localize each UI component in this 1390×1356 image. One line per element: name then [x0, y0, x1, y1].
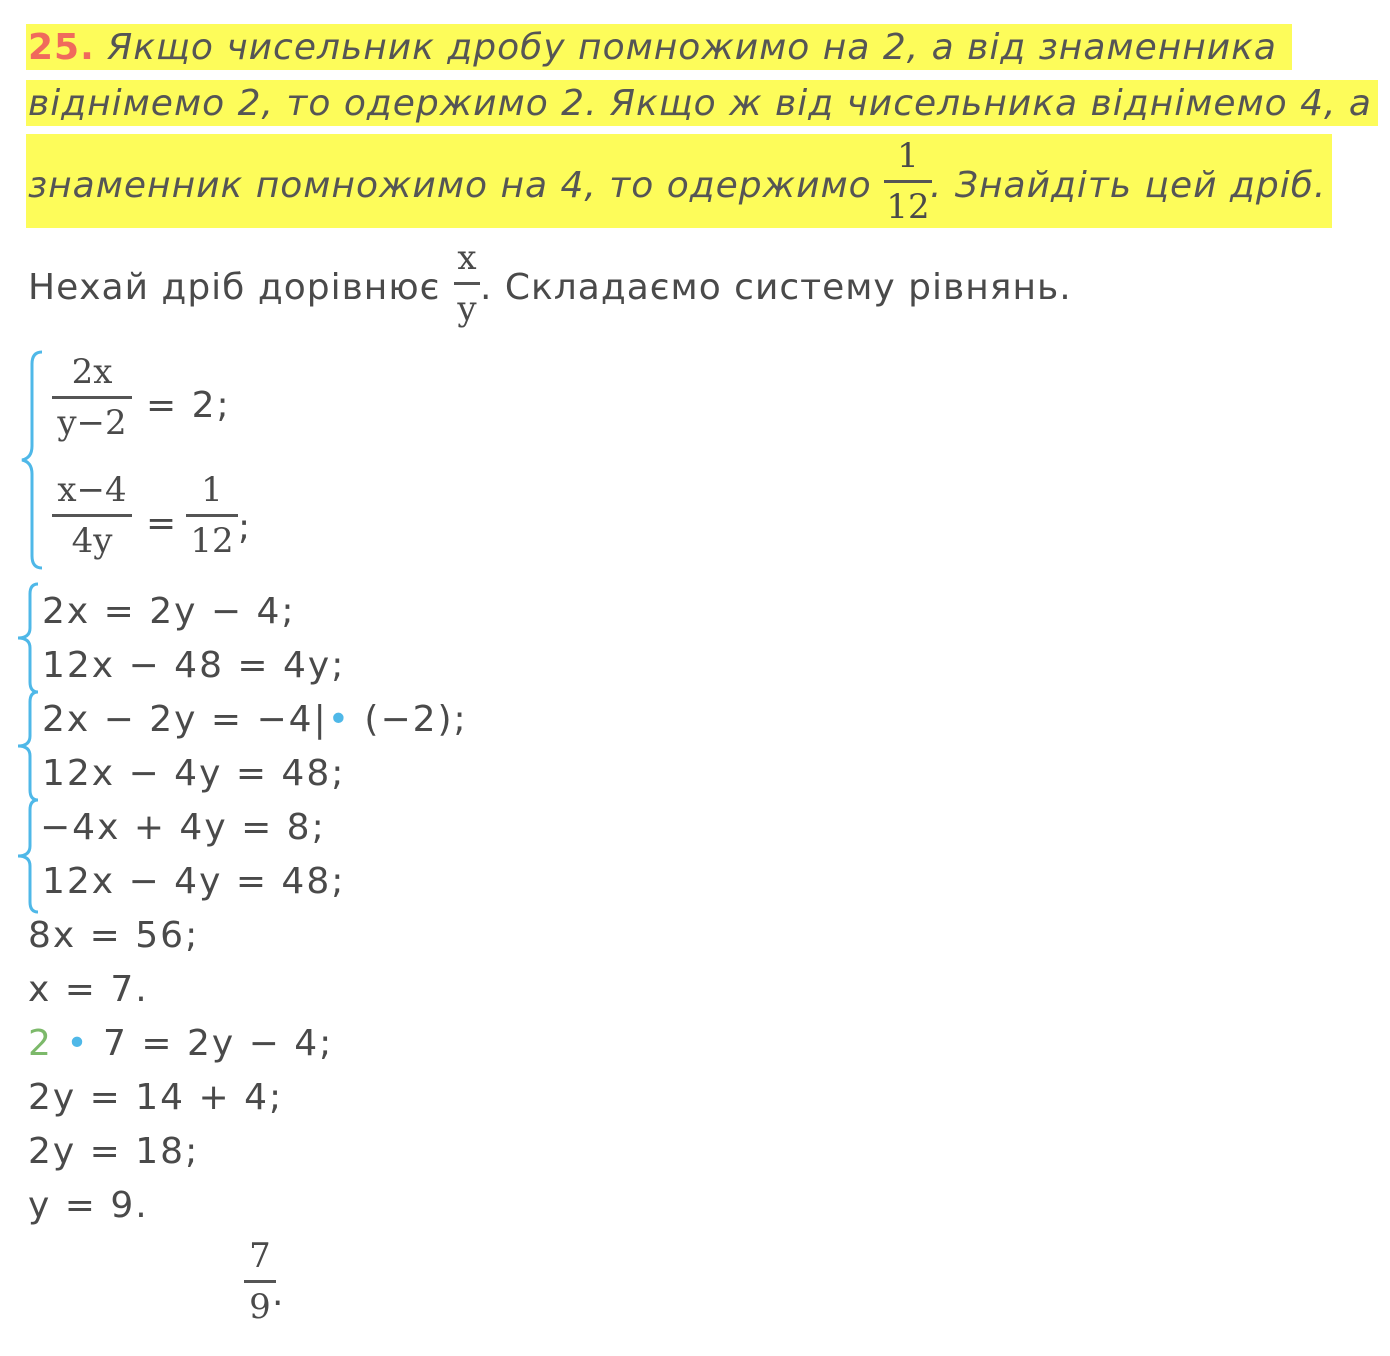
system1-eq2-equals: = — [146, 503, 179, 544]
task-number: 25. — [28, 27, 95, 68]
task-line-1 — [28, 26, 1277, 70]
system1-eq2-rhs-den: 12 — [190, 521, 234, 561]
task-line-3-after — [930, 164, 1326, 208]
system2-eq1: 2x = 2y − 4; — [42, 591, 296, 632]
system3-eq1-main: 2x − 2y = −4| — [42, 699, 328, 740]
system3-eq1 — [42, 698, 468, 742]
task-text-3: знаменник помножимо на 4, то одержимо — [28, 165, 872, 206]
step-6: y = 9. — [28, 1185, 149, 1226]
intro-after: . Складаємо систему рівнянь. — [480, 267, 1072, 308]
step-3-dot: • — [66, 1023, 90, 1064]
step-3-a: 2 — [28, 1023, 67, 1064]
intro-before: Нехай дріб дорівнює — [28, 267, 441, 308]
system2-eq2: 12x − 48 = 4y; — [42, 645, 346, 686]
intro-frac-den: y — [457, 289, 477, 329]
system1-eq1-rhs: = 2; — [146, 385, 231, 426]
system1-eq2-rhs-num: 1 — [201, 470, 223, 510]
step-2: x = 7. — [28, 969, 149, 1010]
step-1: 8x = 56; — [28, 915, 200, 956]
system4-eq2: 12x − 4y = 48; — [42, 861, 346, 902]
task-frac-den: 12 — [886, 187, 930, 227]
system1-eq1-num: 2x — [71, 352, 113, 392]
system1-eq2-end: ; — [238, 507, 253, 548]
intro-frac-num: x — [457, 238, 477, 278]
system1-eq1-fraction — [52, 352, 132, 443]
intro-fraction — [454, 238, 480, 329]
system4-brace — [12, 798, 42, 914]
task-line-2 — [28, 82, 1372, 126]
system1-eq2-den: 4y — [71, 521, 113, 561]
system1-eq2-rhs-fraction — [186, 470, 238, 561]
task-frac-num: 1 — [897, 136, 919, 176]
answer-num: 7 — [249, 1236, 271, 1276]
step-3 — [28, 1022, 333, 1066]
step-5: 2y = 18; — [28, 1131, 200, 1172]
system2-brace — [12, 582, 42, 694]
system1-eq2-fraction — [52, 470, 132, 561]
system3-eq1-factor: (−2); — [350, 699, 468, 740]
answer-den: 9 — [249, 1287, 271, 1327]
answer-end: . — [272, 1273, 286, 1314]
task-text-3-after: . Знайдіть цей дріб. — [930, 165, 1327, 206]
system1-brace — [16, 350, 46, 570]
step-3-b: 7 = 2y − 4; — [89, 1023, 334, 1064]
multiply-dot: • — [327, 699, 351, 740]
system1-eq2-num: x−4 — [57, 470, 127, 510]
system1-eq1-den: y−2 — [57, 403, 127, 443]
system3-eq2: 12x − 4y = 48; — [42, 753, 346, 794]
step-4: 2y = 14 + 4; — [28, 1077, 284, 1118]
task-text-2: віднімемо 2, то одержимо 2. Якщо ж від чисельника віднімемо 4, а — [28, 83, 1372, 124]
task-line-3-before — [28, 164, 872, 208]
system3-brace — [12, 690, 42, 802]
system4-eq1: −4x + 4y = 8; — [40, 807, 326, 848]
task-text-1: Якщо чисельник дробу помножимо на 2, а від знаменника — [107, 27, 1277, 68]
task-fraction — [884, 136, 932, 227]
